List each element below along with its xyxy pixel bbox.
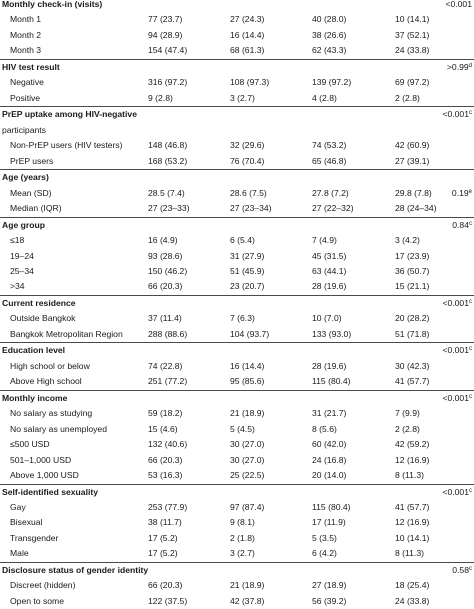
row-label: Positive [10, 92, 41, 103]
row-label: Open to some [10, 595, 64, 606]
p-value-text: <0.001 [442, 486, 469, 497]
row-label: Bisexual [10, 517, 43, 528]
cell-value: 10 (14.1) [395, 14, 430, 25]
row-label: Transgender [10, 532, 59, 543]
cell-value: 139 (97.2) [312, 77, 352, 88]
cell-value: 41 (57.7) [395, 502, 430, 512]
cell-value: 95 (85.6) [230, 376, 265, 387]
cell-value: 132 (40.6) [148, 439, 188, 450]
cell-value: 115 (80.4) [312, 376, 351, 387]
cell-value: 27 (23–33) [148, 203, 190, 214]
row-label: >34 [10, 281, 25, 292]
cell-value: 32 (29.6) [230, 140, 265, 151]
row-label: 19–24 [10, 250, 34, 261]
row-label: Education level [2, 345, 66, 356]
cell-value: 29.8 (7.8) [395, 187, 432, 198]
row-label: Current residence [2, 297, 76, 308]
row-label: Monthly check-in (visits) [2, 0, 103, 9]
row-label: Month 2 [10, 29, 42, 40]
cell-value: 53 (16.3) [148, 470, 183, 481]
p-value-text: 0.19 [451, 187, 469, 198]
row-label: High school or below [10, 360, 90, 371]
cell-value: 15 (4.6) [148, 423, 178, 434]
cell-value: 93 (28.6) [148, 250, 183, 261]
cell-value: 10 (14.1) [395, 532, 430, 543]
table-row [0, 422, 474, 437]
p-value [442, 485, 472, 500]
cell-value: 122 (37.5) [148, 595, 188, 606]
table-row [0, 279, 474, 294]
table-row [0, 546, 474, 561]
cell-value: 38 (11.7) [148, 517, 182, 528]
cell-value: 30 (42.3) [395, 360, 430, 371]
row-label: HIV test result [2, 61, 60, 72]
cell-value: 27 (18.9) [312, 580, 347, 591]
cell-value: 31 (21.7) [312, 408, 347, 419]
row-label: Month 3 [10, 45, 42, 56]
table-row [0, 374, 474, 389]
row-label: 25–34 [10, 265, 34, 276]
cell-value: 7 (9.9) [395, 408, 420, 419]
table-row [0, 594, 474, 609]
cell-value: 20 (28.2) [395, 313, 430, 324]
cell-value: 253 (77.9) [148, 502, 188, 512]
section-header-row [0, 562, 474, 578]
cell-value: 28 (19.6) [312, 281, 347, 292]
section-header-row [0, 295, 474, 311]
row-label: Disclosure status of gender identity [2, 564, 149, 575]
cell-value: 42 (60.9) [395, 140, 430, 151]
table-row [0, 327, 474, 342]
p-value-text: <0.001 [442, 345, 469, 356]
p-value [452, 218, 472, 233]
cell-value: 288 (88.6) [148, 328, 188, 339]
cell-value: 115 (80.4) [312, 502, 351, 512]
cell-value: 28.5 (7.4) [148, 187, 185, 198]
table-row [0, 406, 474, 421]
cell-value: 24 (33.8) [395, 595, 430, 606]
cell-value: 56 (39.2) [312, 595, 347, 606]
table-row [0, 311, 474, 326]
cell-value: 66 (20.3) [148, 580, 183, 591]
cell-value: 74 (22.8) [148, 360, 183, 371]
table-row [0, 201, 474, 216]
cell-value: 60 (42.0) [312, 439, 347, 450]
row-label: Age group [2, 219, 45, 230]
row-label: ≤500 USD [10, 439, 50, 450]
row-label: Discreet (hidden) [10, 580, 76, 591]
row-label: 501–1,000 USD [10, 454, 72, 465]
cell-value: 154 (47.4) [148, 45, 188, 56]
cell-value: 51 (71.8) [395, 328, 430, 339]
table-row [0, 75, 474, 90]
section-header-row [0, 217, 474, 233]
p-value [447, 60, 472, 75]
cell-value: 21 (18.9) [230, 408, 265, 419]
cell-value: 21 (18.9) [230, 580, 265, 591]
table-row [0, 437, 474, 452]
row-label: Outside Bangkok [10, 313, 76, 324]
cell-value: 133 (93.0) [312, 328, 352, 339]
row-label: participants [2, 124, 46, 135]
cell-value: 10 (7.0) [312, 313, 342, 324]
p-value-text: 0.84 [452, 219, 469, 230]
cell-value: 17 (5.2) [148, 548, 178, 559]
row-label: PrEP uptake among HIV-negative [2, 109, 137, 120]
p-value-text: <0.001 [442, 109, 469, 120]
cell-value: 316 (97.2) [148, 77, 188, 88]
row-label: Month 1 [10, 14, 42, 25]
cell-value: 30 (27.0) [230, 454, 265, 465]
cell-value: 3 (4.2) [395, 235, 420, 246]
cell-value: 104 (93.7) [230, 328, 270, 339]
section-header-row [0, 342, 474, 358]
row-label: Above 1,000 USD [10, 470, 79, 481]
cell-value: 6 (4.2) [312, 548, 337, 559]
cell-value: 3 (2.7) [230, 92, 255, 103]
cell-value: 4 (2.8) [312, 92, 337, 103]
cell-value: 28.6 (7.5) [230, 187, 267, 198]
cell-value: 9 (8.1) [230, 517, 255, 528]
cell-value: 27 (22–32) [312, 203, 354, 214]
row-label: Male [10, 548, 29, 559]
p-value-text: >0.99 [446, 61, 469, 72]
section-header-row [0, 0, 474, 12]
p-value-text: 0.58 [452, 564, 469, 575]
cell-value: 9 (2.8) [148, 92, 173, 103]
row-label: Bangkok Metropolitan Region [10, 328, 123, 339]
cell-value: 42 (37.8) [230, 595, 265, 606]
cell-value: 16 (14.4) [230, 29, 265, 40]
p-value-text: <0.001 [442, 297, 469, 308]
cell-value: 17 (11.9) [312, 517, 346, 528]
cell-value: 5 (4.5) [230, 423, 255, 434]
p-value [452, 563, 472, 578]
p-value-text: <0.001 [442, 392, 469, 403]
cell-value: 2 (1.8) [230, 532, 255, 543]
row-label: PrEP users [10, 155, 54, 166]
cell-value: 63 (44.1) [312, 265, 347, 276]
table-row [0, 154, 474, 169]
row-label: ≤18 [10, 235, 25, 246]
section-header-row [0, 169, 474, 185]
cell-value: 8 (5.6) [312, 423, 337, 434]
p-value-footnote-marker: d [468, 62, 472, 69]
cell-value: 24 (33.8) [395, 45, 430, 56]
table-row [0, 453, 474, 468]
p-value-footnote-marker: c [469, 346, 472, 353]
table-row [0, 12, 474, 27]
cell-value: 69 (97.2) [395, 77, 430, 88]
cell-value: 68 (61.3) [230, 45, 265, 56]
cell-value: 30 (27.0) [230, 439, 265, 450]
cell-value: 16 (4.9) [148, 235, 178, 246]
cell-value: 7 (4.9) [312, 235, 337, 246]
cell-value: 51 (45.9) [230, 265, 265, 276]
table-row [0, 233, 474, 248]
cell-value: 5 (3.5) [312, 532, 337, 543]
table-row [0, 515, 474, 530]
row-label: Age (years) [2, 172, 49, 183]
cell-value: 45 (31.5) [312, 250, 347, 261]
section-header-row [0, 106, 474, 122]
cell-value: 150 (46.2) [148, 265, 188, 276]
cell-value: 27 (39.1) [395, 155, 430, 166]
table-row [0, 531, 474, 546]
row-label: No salary as studying [10, 408, 93, 419]
cell-value: 77 (23.7) [148, 14, 183, 25]
table-row [0, 468, 474, 483]
cell-value: 59 (18.2) [148, 408, 183, 419]
table-row [0, 91, 474, 106]
cell-value: 24 (16.8) [312, 454, 347, 465]
p-value-footnote-marker: c [469, 220, 472, 227]
row-label: Mean (SD) [10, 187, 52, 198]
p-value-footnote-marker: c [469, 298, 472, 305]
cell-value: 94 (28.9) [148, 29, 183, 40]
table-row [0, 578, 474, 593]
p-value [442, 107, 472, 122]
cell-value: 18 (25.4) [395, 580, 430, 591]
row-label: Non-PrEP users (HIV testers) [10, 140, 123, 151]
p-value-footnote-marker: c [469, 110, 472, 117]
cell-value: 28 (24–34) [395, 203, 437, 214]
p-value [452, 186, 472, 201]
cell-value: 8 (11.3) [395, 470, 424, 481]
cell-value: 12 (16.9) [395, 517, 430, 528]
p-value-text: <0.001 [445, 0, 472, 9]
p-value-footnote-marker: c [469, 565, 472, 572]
cell-value: 148 (46.8) [148, 140, 188, 151]
row-label: No salary as unemployed [10, 423, 107, 434]
cell-value: 7 (6.3) [230, 313, 255, 324]
cell-value: 12 (16.9) [395, 454, 430, 465]
cell-value: 2 (2.8) [395, 92, 420, 103]
cell-value: 8 (11.3) [395, 548, 424, 559]
table-row [0, 186, 474, 201]
p-value [445, 0, 472, 12]
row-label: Above High school [10, 376, 82, 387]
table-row [0, 500, 474, 515]
table-row [0, 43, 474, 58]
cell-value: 25 (22.5) [230, 470, 265, 481]
cell-value: 97 (87.4) [230, 502, 265, 512]
cell-value: 66 (20.3) [148, 281, 183, 292]
cell-value: 37 (11.4) [148, 313, 182, 324]
cell-value: 20 (14.0) [312, 470, 347, 481]
row-label: Median (IQR) [10, 203, 62, 214]
table-row [0, 249, 474, 264]
cell-value: 37 (52.1) [395, 29, 430, 40]
section-header-row [0, 390, 474, 406]
cell-value: 6 (5.4) [230, 235, 255, 246]
cell-value: 38 (26.6) [312, 29, 347, 40]
cell-value: 17 (5.2) [148, 532, 178, 543]
cell-value: 16 (14.4) [230, 360, 265, 371]
cell-value: 23 (20.7) [230, 281, 265, 292]
section-header-row [0, 484, 474, 500]
cell-value: 2 (2.8) [395, 423, 420, 434]
cell-value: 36 (50.7) [395, 265, 430, 276]
row-label: Gay [10, 502, 26, 512]
cell-value: 27 (24.3) [230, 14, 265, 25]
p-value-footnote-marker: c [469, 393, 472, 400]
cell-value: 40 (28.0) [312, 14, 347, 25]
table-row [0, 138, 474, 153]
cell-value: 28 (19.6) [312, 360, 347, 371]
p-value-footnote-marker: e [468, 188, 472, 195]
cell-value: 62 (43.3) [312, 45, 347, 56]
cell-value: 41 (57.7) [395, 376, 430, 387]
cell-value: 251 (77.2) [148, 376, 188, 387]
row-label: Self-identified sexuality [2, 486, 98, 497]
cell-value: 3 (2.7) [230, 548, 255, 559]
cell-value: 17 (23.9) [395, 250, 430, 261]
p-value [442, 391, 472, 406]
cell-value: 74 (53.2) [312, 140, 347, 151]
row-label: Monthly income [2, 392, 68, 403]
table-row [0, 359, 474, 374]
cell-value: 27 (23–34) [230, 203, 272, 214]
row-label: Negative [10, 77, 44, 88]
cell-value: 42 (59.2) [395, 439, 430, 450]
cell-value: 108 (97.3) [230, 77, 270, 88]
p-value [442, 296, 472, 311]
cell-value: 27.8 (7.2) [312, 187, 349, 198]
table-row [0, 28, 474, 43]
cell-value: 168 (53.2) [148, 155, 188, 166]
p-value-footnote-marker: c [469, 487, 472, 494]
table-row [0, 123, 474, 138]
cell-value: 15 (21.1) [395, 281, 430, 292]
cell-value: 66 (20.3) [148, 454, 183, 465]
cell-value: 65 (46.8) [312, 155, 347, 166]
table-row [0, 264, 474, 279]
section-header-row [0, 59, 474, 75]
p-value [442, 343, 472, 358]
cell-value: 31 (27.9) [230, 250, 265, 261]
cell-value: 76 (70.4) [230, 155, 265, 166]
